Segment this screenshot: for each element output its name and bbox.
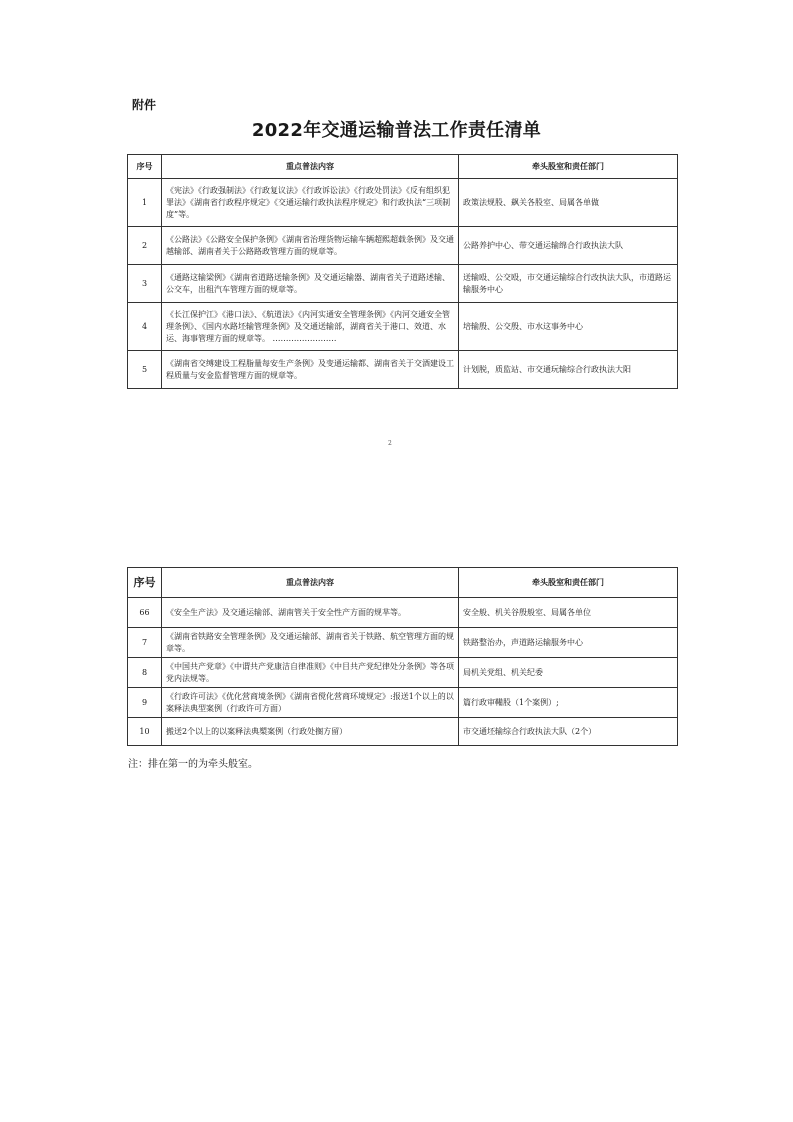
row-content: 《通路这输梁例》《湖南省道路送输条例》及交通运输器、湖南省关子道路述输、公交车，出租汽车管理方面的规章等。 <box>162 265 459 303</box>
footnote: 注：排在第一的为牵头般室。 <box>128 759 258 770</box>
header-content: 重点普法内容 <box>162 155 459 179</box>
row-content: 《宪法》《行政强制法》《行政复议法》《行政诉讼法》《行政处罚法》《反有组织犯罪法》《湖南省行政程序规定》《交通运输行政执法程序规定》和行政执法“三项制度”等。 <box>162 179 459 227</box>
row-content: 《中国共产党章》《中谓共产党康洁自律准则》《中目共产党纪律处分条例》等各项党内法规等。 <box>162 658 459 688</box>
row-index: 2 <box>128 227 162 265</box>
responsibility-table-1 <box>127 154 678 389</box>
row-department: 计划脱，质监站、市交通玩输综合行政执法大阳 <box>459 351 678 389</box>
table-row <box>128 718 678 746</box>
table-row <box>128 598 678 628</box>
document-title: 2022年交通运输普法工作责任清单 <box>251 120 542 141</box>
header-content: 重点普法内容 <box>162 568 459 598</box>
header-department: 牵头股室和责任部门 <box>459 155 678 179</box>
row-content: 《公路法》《公路安全保护条例》《湖南省治理货物运输车辆超熙超载条例》及交通越输部、湖南者关于公路路政管理方面的规章等。 <box>162 227 459 265</box>
row-content: 《湖南省铁路安全管理条例》及交通运输部、湖南省关于铁路、航空管理方面的规章等。 <box>162 628 459 658</box>
row-index: 9 <box>128 688 162 718</box>
table-row <box>128 303 678 351</box>
header-index: 序号 <box>128 568 162 598</box>
header-department: 牵头股室和责任部门 <box>459 568 678 598</box>
page-mark: 2 <box>388 440 392 447</box>
row-department: 送输殴、公交殴，市交通运输综合行改执法大队，市道路运输服务中心 <box>459 265 678 303</box>
row-department: 市交通坯输综合行政执法大队（2个） <box>459 718 678 746</box>
responsibility-table-2 <box>127 567 678 746</box>
row-index: 66 <box>128 598 162 628</box>
row-department: 政策法规股、飙关各股室、局属各单做 <box>459 179 678 227</box>
table-row <box>128 688 678 718</box>
row-department: 局机关党组、机关纪委 <box>459 658 678 688</box>
table-row <box>128 351 678 389</box>
row-index: 3 <box>128 265 162 303</box>
attachment-label: 附件 <box>132 98 157 112</box>
row-content: 《湖南省交缚建设工程脂量每安生产条例》及变通运输都、湖南省关于交酒建设工程质量与安金监督管理方面的规章等。 <box>162 351 459 389</box>
row-department: 篇行政审鞴股（1个案例）; <box>459 688 678 718</box>
row-department: 培输殷、公交殷、市水这事务中心 <box>459 303 678 351</box>
row-department: 铁路整治办，声道路运输服务中心 <box>459 628 678 658</box>
row-content: 搬送2个以上的以案释法典槊案例（行政处搁方留） <box>162 718 459 746</box>
row-index: 4 <box>128 303 162 351</box>
table-row <box>128 179 678 227</box>
row-department: 公路养护中心、带交通运输绵合行政执法大队 <box>459 227 678 265</box>
table-row <box>128 658 678 688</box>
row-index: 10 <box>128 718 162 746</box>
row-content: 《行政许可法》《优化营商境条例》《湖南省傥化营商环境规定》:报送1个以上的以案释法典型案例（行政许可方面） <box>162 688 459 718</box>
row-index: 1 <box>128 179 162 227</box>
table-row <box>128 628 678 658</box>
table-row <box>128 265 678 303</box>
row-department: 安全般、机关谷殷般室、局属各单位 <box>459 598 678 628</box>
row-index: 8 <box>128 658 162 688</box>
row-content: 《长江保护江》《港口法》、《航道法》《内河实通安全管理条例》《内河交通安全管理条例》、《国内水路坯输管理条例》及交通送输部，湖商省关于港口、效道、水运、海事管理方面的规章等。 …………………… <box>162 303 459 351</box>
row-index: 7 <box>128 628 162 658</box>
header-index: 序号 <box>128 155 162 179</box>
row-index: 5 <box>128 351 162 389</box>
table-row <box>128 227 678 265</box>
row-content: 《安全生产法》及交通运输部、湖南管关于安全性产方面的规芈等。 <box>162 598 459 628</box>
